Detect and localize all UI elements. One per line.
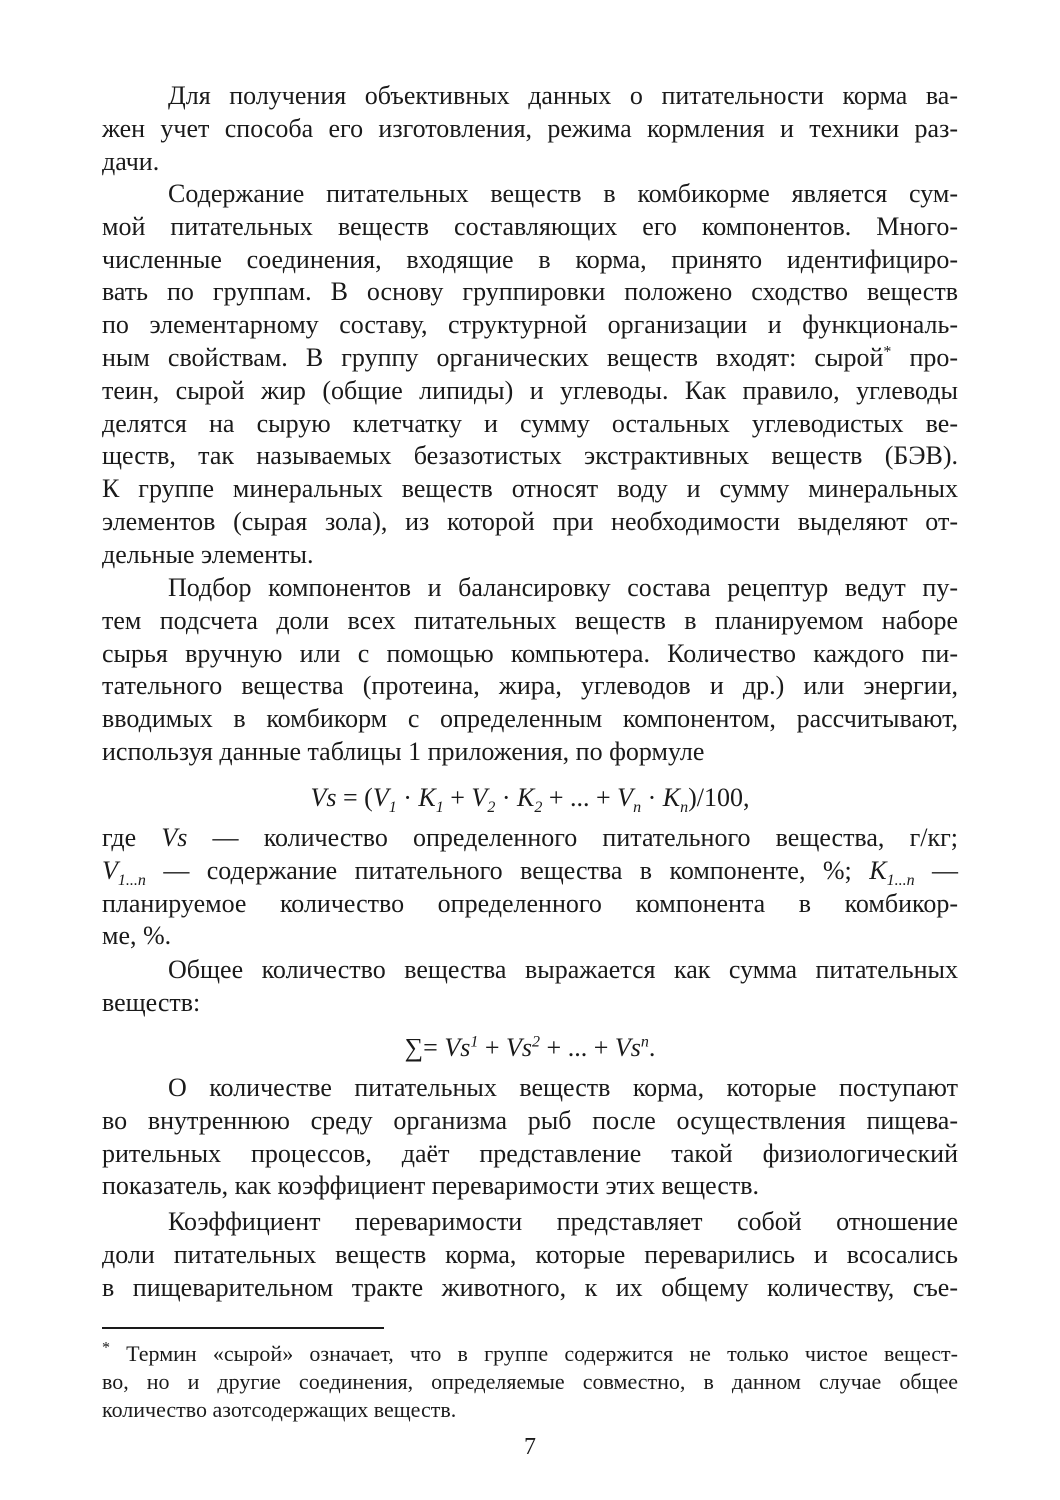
text-line: тательного вещества (протеина, жира, углеводов и др.) или энергии,: [102, 671, 958, 701]
text-line: в пищеварительном тракте животного, к их общему количеству, съе-: [102, 1272, 958, 1302]
footnote-divider: [102, 1327, 384, 1329]
text-line: вать по группам. В основу группировки положено сходство веществ: [102, 277, 958, 307]
paragraph-4: [102, 954, 958, 1020]
text-line: Для получения объективных данных о питательности корма ва-: [168, 81, 958, 110]
text-line: численные соединения, входящие в корма, принято идентифициро-: [102, 244, 958, 274]
footnote-mark: *: [883, 343, 892, 361]
page-number: 7: [524, 1434, 536, 1460]
text-line: Подбор компонентов и балансировку состава рецептур ведут пу-: [168, 573, 958, 602]
text-line: по элементарному составу, структурной организации и функциональ-: [102, 310, 958, 340]
text-line: дачи.: [102, 146, 160, 176]
text-line: тeин, сырой жир (общие липиды) и углеводы. Как правило, углеводы: [102, 375, 958, 405]
footnote-mark: *: [102, 1339, 110, 1357]
text-line: доли питательных веществ корма, которые переварились и всосались: [102, 1239, 958, 1269]
formula-legend: где Vs — количество определенного питательного вещества, г/кг; $V_{1...n}$ — содержание питательного вещества в компоненте, %; $K_{1...n}$ — планируемое количество определенного компонента в комбикор- ме, %.: [102, 822, 958, 953]
text-line: Общее количество вещества выражается как сумма питательных: [168, 955, 958, 984]
paragraph-5: [102, 1072, 958, 1203]
text-line: используя данные таблицы 1 приложения, по формуле: [102, 736, 705, 766]
text-line: ме, %.: [102, 921, 172, 951]
footnote-line: во, но и другие соединения, определяемые совместно, в данном случае общее: [102, 1369, 958, 1394]
text-line: рительных процессов, даёт представление такой физиологический: [102, 1138, 958, 1168]
text-line: во внутреннюю среду организма рыб после осуществления пищева-: [102, 1105, 958, 1135]
paragraph-3: [102, 572, 958, 769]
text-line: жен учет способа его изготовления, режима кормления и техники раз-: [102, 113, 958, 143]
text-line: показатель, как коэффициент переваримости этих веществ.: [102, 1171, 759, 1201]
text-line: О количестве питательных веществ корма, которые поступают: [168, 1073, 958, 1102]
footnote: * Термин «сырой» означает, что в группе содержится не только чистое вещест- во, но и другие соединения, определяемые совместно, в данном случае общее количество азотсодержащих веществ.: [102, 1339, 958, 1422]
paragraph-6: [102, 1206, 958, 1304]
text-line: сырья вручную или с помощью компьютера. Количество каждого пи-: [102, 638, 958, 668]
text-line: мой питательных веществ составляющих его компонентов. Много-: [102, 211, 958, 241]
text-line: элементов (сырая зола), из которой при необходимости выделяют от-: [102, 506, 958, 536]
text-line: дельные элементы.: [102, 539, 314, 569]
text-line: тем подсчета доли всех питательных веществ в планируемом наборе: [102, 605, 958, 635]
text-line: Содержание питательных веществ в комбикорме является сум-: [168, 179, 958, 208]
formula-sum: ∑= $Vs^1 + Vs^2$ + ... + $Vs^n$.: [404, 1033, 656, 1062]
text-line: планируемое количество определенного компонента в комбикор-: [102, 888, 958, 918]
text-line-with-footnote: ным свойствам. В группу органических веществ входят: сырой* про-: [102, 342, 959, 372]
text-line: веществ:: [102, 987, 201, 1017]
footnote-line: количество азотсодержащих веществ.: [102, 1397, 457, 1422]
text-line: Коэффициент переваримости представляет собой отношение: [168, 1207, 958, 1236]
formula-vs: $Vs = (V_1 \cdot K_1 + V_2 \cdot K_2$ + ... + $V_n \cdot K_n)/100$,: [310, 783, 750, 817]
text-line: К группе минеральных веществ относят воду и сумму минеральных: [102, 474, 958, 504]
text-line: делятся на сырую клетчатку и сумму остальных углеводистых ве-: [102, 408, 958, 438]
paragraph-2: [102, 178, 958, 572]
paragraph-1: [102, 80, 958, 178]
text-line: вводимых в комбикорм с определенным компонентом, рассчитывают,: [102, 704, 958, 734]
text-line: ществ, так называемых безазотистых экстрактивных веществ (БЭВ).: [102, 441, 958, 471]
